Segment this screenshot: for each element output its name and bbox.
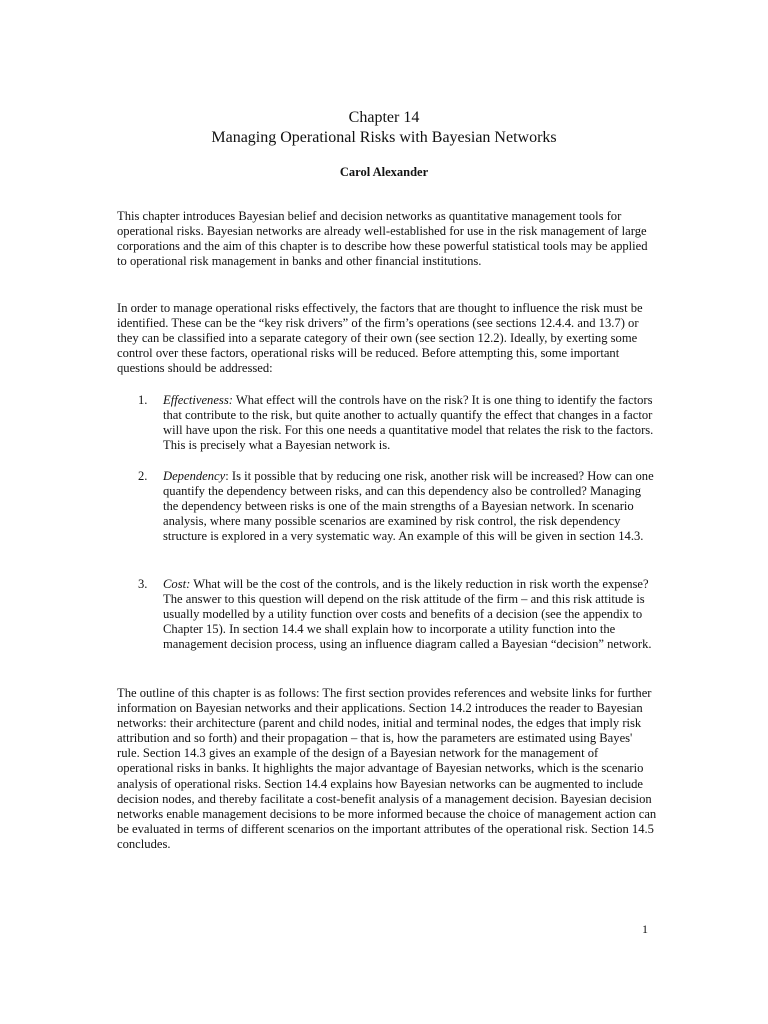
- list-item-text: : Is it possible that by reducing one risk, another risk will be increased? How can one quantify the dependency between risks, and can this dependency also be controlled? Managing the dependency between risks is one of the main strengths of a Bayesian network. In scenario analysis, where many possible scenarios are examined by risk control, the risk dependency structure is explored in a very systematic way. An example of this will be given in section 14.3.: [163, 469, 654, 544]
- list-item-term: Dependency: [163, 469, 226, 483]
- list-item-number: 2.: [138, 469, 148, 483]
- intro-paragraph: This chapter introduces Bayesian belief and decision networks as quantitative management tools for operational risks. Bayesian networks are already well-established for use in the risk management of large corporations and the aim of this chapter is to describe how these powerful statistical tools may be applied to operational risk management in banks and other financial institutions.: [117, 209, 648, 269]
- list-item-term: Effectiveness:: [163, 393, 233, 407]
- list-item-body: [163, 393, 658, 453]
- list-item-text: What will be the cost of the controls, and is the likely reduction in risk worth the expense? The answer to this question will depend on the risk attitude of the firm – and this risk attitude is usually modelled by a utility function over costs and benefits of a decision (see the appendix to Chapter 15). In section 14.4 we shall explain how to incorporate a utility function into the management decision process, using an influence diagram called a Bayesian “decision” network.: [163, 577, 652, 652]
- list-item-body: [163, 577, 658, 652]
- outline-paragraph: The outline of this chapter is as follows: The first section provides references and website links for further information on Bayesian networks and their applications. Section 14.2 introduces the reader to Bayesian networks: their architecture (parent and child nodes, initial and terminal nodes, the edges that imply risk attribution and so forth) and their propagation – that is, how the parameters are estimated using Bayes' rule. Section 14.3 gives an example of the design of a Bayesian network for the management of operational risks in banks. It highlights the major advantage of Bayesian networks, which is the scenario analysis of operational risks. Section 14.4 explains how Bayesian networks can be augmented to include decision nodes, and thereby facilitate a cost-benefit analysis of a management decision. Bayesian decision networks enable management decisions to be more informed because the choice of management action can be evaluated in terms of different scenarios on the important attributes of the operational risk. Section 14.5 concludes.: [117, 686, 657, 851]
- page-number: 1: [642, 922, 648, 936]
- list-item-text: What effect will the controls have on the risk? It is one thing to identify the factors that contribute to the risk, but quite another to actually quantify the effect that changes in a factor will have upon the risk. For this one needs a quantitative model that relates the risk to the factors. This is precisely what a Bayesian network is.: [163, 393, 654, 453]
- risk-factors-paragraph: In order to manage operational risks effectively, the factors that are thought to influence the risk must be identified. These can be the “key risk drivers” of the firm’s operations (see sections 12.4.4. and 13.7) or they can be classified into a separate category of their own (see section 12.2). Ideally, by exerting some control over these factors, operational risks will be reduced. Before attempting this, some important questions should be addressed:: [117, 301, 643, 376]
- chapter-title: Managing Operational Risks with Bayesian Networks: [211, 129, 557, 146]
- list-item-term: Cost:: [163, 577, 191, 591]
- chapter-number: Chapter 14: [348, 109, 420, 126]
- list-item-number: 3.: [138, 577, 148, 591]
- list-item-number: 1.: [138, 393, 148, 407]
- list-item-body: [163, 469, 658, 544]
- author-name: Carol Alexander: [339, 165, 429, 179]
